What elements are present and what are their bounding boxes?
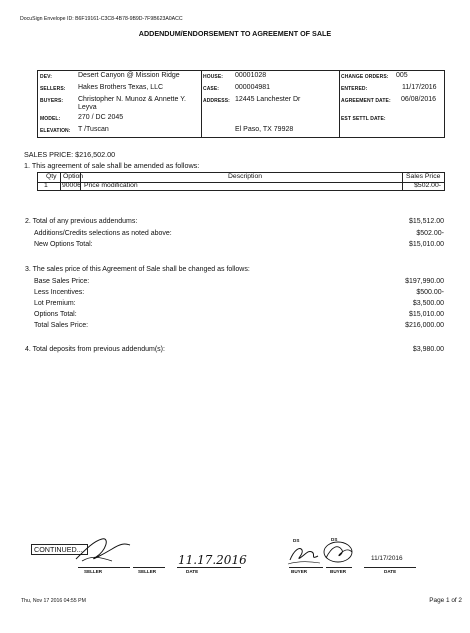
- footer-timestamp: Thu, Nov 17 2016 04:55 PM: [21, 598, 86, 604]
- agreement-date-label: AGREEMENT DATE:: [341, 98, 391, 104]
- seller-date-label: DATE: [186, 569, 199, 574]
- sales-price: SALES PRICE: $216,502.00: [24, 150, 116, 159]
- options-total-label: Options Total:: [34, 311, 77, 318]
- ds-tag-1: DS: [293, 538, 300, 543]
- lot-premium-label: Lot Premium:: [34, 300, 76, 307]
- seller-label: SELLER: [84, 569, 103, 574]
- house-value: 00001028: [235, 72, 267, 79]
- total-sales-price-amount: $216,000.00: [405, 322, 444, 329]
- city-value: El Paso, TX 79928: [235, 126, 294, 133]
- section-2-amount: $15,512.00: [408, 218, 444, 225]
- item-sales-price: $502.00-: [414, 182, 441, 189]
- section-4-amount: $3,980.00: [412, 346, 444, 353]
- buyers-label: BUYERS:: [40, 98, 64, 104]
- items-header-option: Option: [63, 173, 84, 180]
- ds-tag-2: DS: [331, 537, 338, 542]
- section-4-title: 4. Total deposits from previous addendum(s):: [25, 346, 165, 353]
- property-info-table: [37, 70, 445, 138]
- buyer-signature: [320, 538, 356, 566]
- buyer-date-label: DATE: [384, 569, 397, 574]
- entered-value: 11/17/2016: [402, 84, 437, 91]
- additions-credits-amount: $502.00-: [416, 230, 444, 237]
- buyers-value-line2: Leyva: [78, 104, 97, 111]
- address-label: ADDRESS:: [203, 98, 230, 104]
- document-title: ADDENDUM/ENDORSEMENT TO AGREEMENT OF SALE: [138, 29, 332, 38]
- section-1-title: 1. This agreement of sale shall be amended as follows:: [24, 161, 200, 170]
- new-options-label: New Options Total:: [34, 241, 93, 248]
- seller-date-handwritten: 11.17.2016: [178, 553, 247, 567]
- envelope-id: DocuSign Envelope ID: B6F19161-C3C8-4B78-9B9D-7F9B623A0ACC: [20, 16, 183, 22]
- section-2-title: 2. Total of any previous addendums:: [25, 218, 138, 225]
- elevation-label: ELEVATION:: [40, 128, 71, 134]
- agreement-date-value: 06/08/2016: [401, 96, 437, 103]
- less-incentives-amount: $500.00-: [416, 289, 444, 296]
- base-sales-price-label: Base Sales Price:: [34, 278, 90, 285]
- house-label: HOUSE:: [203, 74, 224, 80]
- item-qty: 1: [44, 182, 48, 189]
- buyers-value: Christopher N. Munoz & Annette Y.: [78, 96, 186, 103]
- change-orders-label: CHANGE ORDERS:: [341, 74, 389, 80]
- buyer-label: BUYER: [291, 569, 308, 574]
- change-orders-value: 005: [396, 72, 408, 79]
- additions-credits-label: Additions/Credits selections as noted above:: [34, 230, 172, 237]
- base-sales-price-amount: $197,990.00: [405, 278, 444, 285]
- buyer-2-label: BUYER: [330, 569, 347, 574]
- model-label: MODEL:: [40, 116, 61, 122]
- item-description: Price modification: [84, 182, 138, 189]
- items-header-description: Description: [228, 173, 262, 180]
- entered-label: ENTERED:: [341, 86, 368, 92]
- buyer-date-value: 11/17/2016: [371, 555, 403, 562]
- section-3-title: 3. The sales price of this Agreement of Sale shall be changed as follows:: [25, 266, 250, 273]
- dev-label: DEV:: [40, 74, 53, 80]
- address-value: 12445 Lanchester Dr: [235, 96, 301, 103]
- total-sales-price-label: Total Sales Price:: [34, 322, 89, 329]
- items-header-qty: Qty: [46, 173, 57, 180]
- items-table: [37, 172, 445, 191]
- less-incentives-label: Less Incentives:: [34, 289, 85, 296]
- seller-2-label: SELLER: [138, 569, 157, 574]
- item-option: 90006: [62, 182, 81, 189]
- dev-value: Desert Canyon @ Mission Ridge: [78, 72, 180, 79]
- model-value: 270 / DC 2045: [78, 114, 124, 121]
- items-header-sales-price: Sales Price: [406, 173, 441, 180]
- buyer-initials: [286, 540, 322, 566]
- est-settl-label: EST SETTL DATE:: [341, 116, 386, 122]
- sellers-label: SELLERS:: [40, 86, 66, 92]
- sellers-value: Hakes Brothers Texas, LLC: [78, 84, 164, 91]
- lot-premium-amount: $3,500.00: [412, 300, 444, 307]
- case-value: 000004981: [235, 84, 271, 91]
- seller-signature: [72, 533, 134, 567]
- options-total-amount: $15,010.00: [408, 311, 444, 318]
- new-options-amount: $15,010.00: [408, 241, 444, 248]
- case-label: CASE:: [203, 86, 220, 92]
- elevation-value: T /Tuscan: [78, 126, 109, 133]
- continued-box: CONTINUED....: [31, 544, 88, 555]
- page-number: Page 1 of 2: [429, 597, 462, 604]
